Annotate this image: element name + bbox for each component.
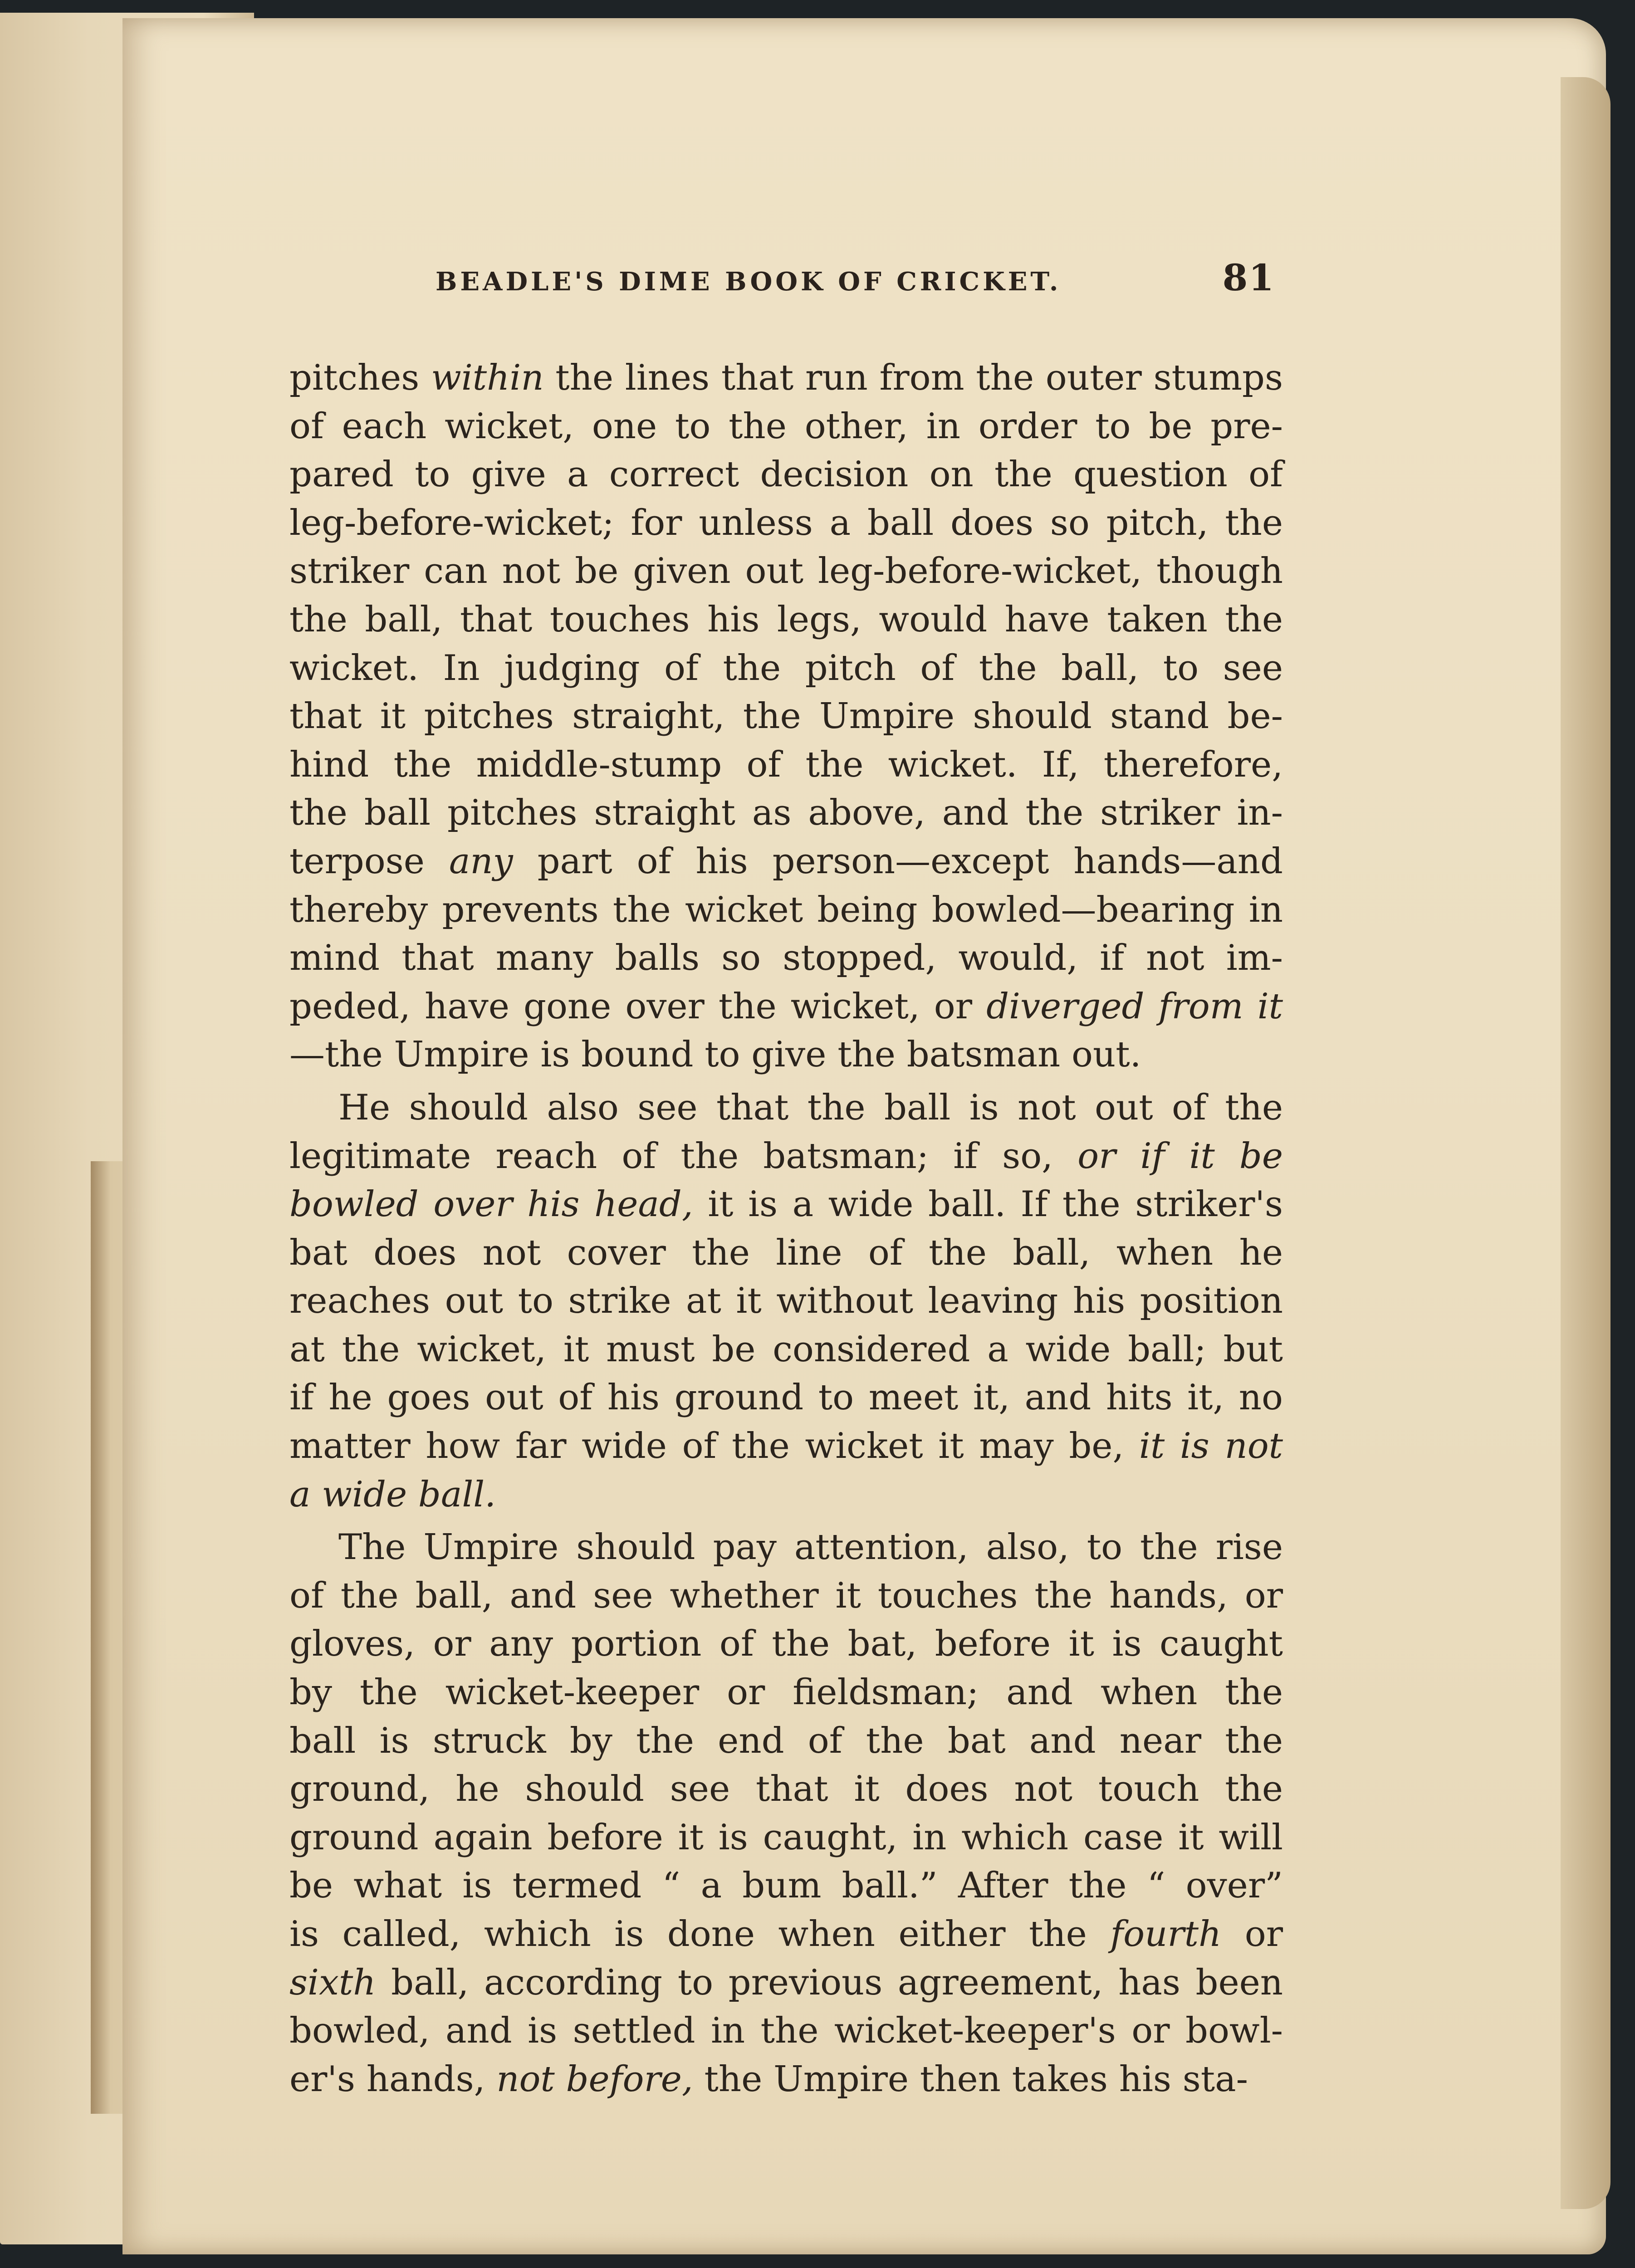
- text-run: at the wicket, it must be considered a wide ball; but: [289, 1329, 1283, 1370]
- text-run: hind the middle-stump of the wicket. If, therefore,: [289, 744, 1283, 785]
- paragraph: [289, 1084, 1283, 1519]
- text-line: [289, 1374, 1283, 1422]
- italic-text: within: [431, 357, 544, 398]
- running-title: BEADLE'S DIME BOOK OF CRICKET.: [436, 267, 1062, 297]
- text-line: [289, 2055, 1283, 2104]
- text-run: that it pitches straight, the Umpire should stand be-: [289, 696, 1283, 737]
- text-run: the ball, that touches his legs, would have taken the: [289, 599, 1283, 640]
- paragraph: [289, 1523, 1283, 2103]
- italic-text: a wide ball.: [289, 1474, 496, 1515]
- text-line: [289, 547, 1283, 596]
- text-line: [289, 644, 1283, 693]
- text-run: the Umpire then takes his sta-: [693, 2058, 1248, 2100]
- text-run: or: [1221, 1914, 1283, 1955]
- text-line: [289, 1180, 1283, 1229]
- text-line: [289, 1862, 1283, 1910]
- text-run: peded, have gone over the wicket, or: [289, 986, 987, 1027]
- text-run: of each wicket, one to the other, in order to be pre-: [289, 406, 1283, 447]
- text-run: leg-before-wicket; for unless a ball does so pitch, the: [289, 502, 1283, 543]
- italic-text: it is not: [1139, 1426, 1283, 1467]
- text-run: the ball pitches straight as above, and the striker in-: [289, 792, 1283, 834]
- text-run: the lines that run from the outer stumps: [543, 357, 1283, 398]
- text-line: [289, 402, 1283, 451]
- text-run: reaches out to strike at it without leaving his position: [289, 1281, 1283, 1322]
- text-run: pitches: [289, 357, 431, 398]
- text-line: [289, 450, 1283, 499]
- page-number: 81: [1222, 256, 1275, 299]
- italic-text: bowled over his head,: [289, 1184, 693, 1225]
- text-line: [289, 934, 1283, 982]
- text-run: bowled, and is settled in the wicket-keeper's or bowl-: [289, 2010, 1283, 2052]
- paragraph: [289, 354, 1283, 1079]
- text-run: striker can not be given out leg-before-wicket, though: [289, 551, 1283, 592]
- text-run: ground again before it is caught, in which case it will: [289, 1817, 1283, 1858]
- text-line: [289, 982, 1283, 1031]
- text-line: [289, 789, 1283, 837]
- page-fore-edge: [1561, 77, 1611, 2209]
- text-run: it is a wide ball. If the striker's: [693, 1184, 1283, 1225]
- italic-text: or if it be: [1077, 1135, 1283, 1177]
- text-line: [289, 692, 1283, 741]
- text-line: [289, 1572, 1283, 1620]
- text-run: if he goes out of his ground to meet it, and hits it, no: [289, 1377, 1283, 1418]
- text-run: is called, which is done when either the: [289, 1914, 1111, 1955]
- italic-text: not before,: [496, 2058, 693, 2100]
- text-line: [289, 886, 1283, 934]
- italic-text: sixth: [289, 1962, 376, 2003]
- text-line: [289, 1084, 1283, 1132]
- text-line: [289, 741, 1283, 789]
- text-line: [289, 1668, 1283, 1717]
- text-line: [289, 1620, 1283, 1668]
- text-line: [289, 1325, 1283, 1374]
- text-line: [289, 1132, 1283, 1181]
- text-line: [289, 499, 1283, 547]
- text-run: matter how far wide of the wicket it may be,: [289, 1426, 1139, 1467]
- text-run: gloves, or any portion of the bat, before it is caught: [289, 1623, 1283, 1665]
- text-line: [289, 596, 1283, 644]
- text-run: He should also see that the ball is not out of the: [338, 1087, 1283, 1128]
- text-line: [289, 354, 1283, 402]
- text-line: [289, 1813, 1283, 1862]
- text-line: [289, 1471, 1283, 1519]
- body-text: [289, 354, 1283, 2108]
- text-line: [289, 1959, 1283, 2007]
- text-line: [289, 1229, 1283, 1277]
- text-run: wicket. In judging of the pitch of the ball, to see: [289, 647, 1283, 689]
- text-run: ball is struck by the end of the bat and near the: [289, 1720, 1283, 1761]
- text-line: [289, 1523, 1283, 1572]
- italic-text: diverged from it: [986, 986, 1283, 1027]
- text-run: bat does not cover the line of the ball, when he: [289, 1232, 1283, 1273]
- text-run: —the Umpire is bound to give the batsman out.: [289, 1034, 1141, 1075]
- text-run: terpose: [289, 841, 449, 882]
- text-line: [289, 1910, 1283, 1959]
- text-run: ball, according to previous agreement, has been: [376, 1962, 1283, 2003]
- text-run: part of his person—except hands—and: [513, 841, 1283, 882]
- text-line: [289, 1717, 1283, 1765]
- text-line: [289, 1277, 1283, 1325]
- text-line: [289, 2007, 1283, 2055]
- text-run: ground, he should see that it does not touch the: [289, 1769, 1283, 1810]
- text-line: [289, 1765, 1283, 1813]
- text-run: er's hands,: [289, 2058, 497, 2100]
- text-run: by the wicket-keeper or fieldsman; and when the: [289, 1672, 1283, 1713]
- text-run: thereby prevents the wicket being bowled—bearing in: [289, 889, 1283, 930]
- text-run: legitimate reach of the batsman; if so,: [289, 1135, 1078, 1177]
- text-line: [289, 1422, 1283, 1471]
- text-run: The Umpire should pay attention, also, to the rise: [338, 1527, 1283, 1568]
- text-run: of the ball, and see whether it touches the hands, or: [289, 1575, 1283, 1616]
- running-head: [436, 256, 1275, 306]
- text-run: mind that many balls so stopped, would, if not im-: [289, 938, 1283, 979]
- italic-text: fourth: [1110, 1914, 1222, 1955]
- italic-text: any: [449, 841, 513, 882]
- text-run: pared to give a correct decision on the question of: [289, 454, 1283, 495]
- text-run: be what is termed “ a bum ball.” After the “ over”: [289, 1865, 1283, 1906]
- text-line: [289, 837, 1283, 886]
- text-line: [289, 1031, 1283, 1079]
